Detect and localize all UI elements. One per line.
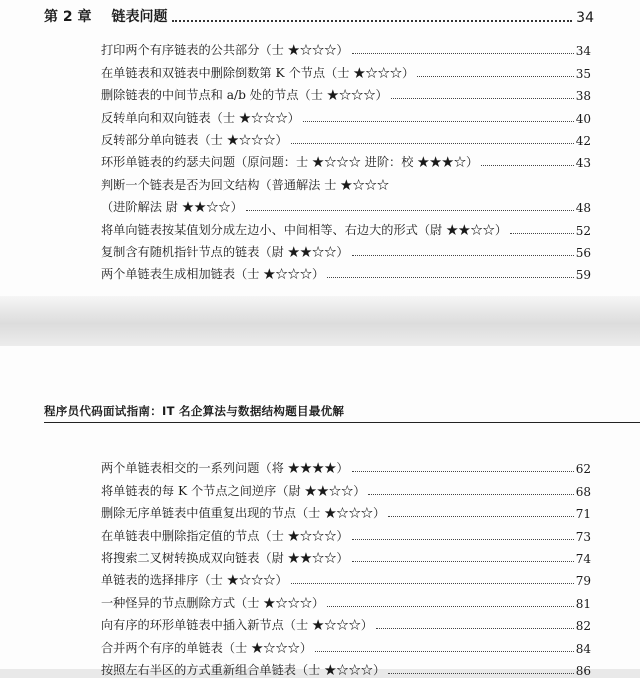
toc-entry-title: 将搜索二叉树转换成双向链表（尉 ★★☆☆） <box>101 550 349 565</box>
toc-list-bottom <box>101 454 591 678</box>
toc-entry-page: 71 <box>575 507 591 522</box>
toc-entry[interactable] <box>101 633 591 655</box>
dot-leader <box>327 606 573 607</box>
dot-leader <box>368 494 573 495</box>
toc-entry[interactable] <box>101 148 591 170</box>
toc-entry[interactable] <box>101 588 591 610</box>
toc-entry-title: 两个单链表生成相加链表（士 ★☆☆☆） <box>101 267 325 282</box>
toc-entry-title: 合并两个有序的单链表（士 ★☆☆☆） <box>101 640 313 655</box>
toc-entry-title: 反转单向和双向链表（士 ★☆☆☆） <box>101 110 300 125</box>
toc-entry-title: 一种怪异的节点删除方式（士 ★☆☆☆） <box>101 595 325 610</box>
toc-entry-title: （进阶解法 尉 ★★☆☆） <box>101 200 243 215</box>
toc-entry[interactable] <box>101 499 591 521</box>
toc-entry[interactable] <box>101 454 591 476</box>
toc-entry-page: 56 <box>575 245 591 260</box>
chapter-page-number: 34 <box>576 10 594 26</box>
toc-entry[interactable] <box>101 193 591 215</box>
toc-entry[interactable] <box>101 476 591 498</box>
dot-leader <box>352 255 574 256</box>
dot-leader <box>510 233 574 234</box>
toc-entry-page: 79 <box>575 574 591 589</box>
chapter-number: 第 2 章 <box>44 9 92 25</box>
toc-entry-title: 将单向链表按某值划分成左边小、中间相等、右边大的形式（尉 ★★☆☆） <box>101 222 508 237</box>
dot-leader <box>352 471 574 472</box>
toc-entry[interactable] <box>101 260 591 282</box>
running-header-book-title: 程序员代码面试指南：IT 名企算法与数据结构题目最优解 <box>44 403 640 423</box>
toc-entry-page: 84 <box>575 641 591 656</box>
toc-entry-page: 52 <box>575 223 591 238</box>
toc-entry-page: 35 <box>575 66 591 81</box>
toc-entry-page: 48 <box>575 201 591 216</box>
toc-entry[interactable] <box>101 58 591 80</box>
toc-entry-title: 将单链表的每 K 个节点之间逆序（尉 ★★☆☆） <box>101 483 366 498</box>
toc-page-top <box>0 0 640 296</box>
toc-entry-title: 打印两个有序链表的公共部分（士 ★☆☆☆） <box>101 43 349 58</box>
toc-entry-title: 复制含有随机指针节点的链表（尉 ★★☆☆） <box>101 244 349 259</box>
toc-entry[interactable] <box>101 81 591 103</box>
toc-entry[interactable] <box>101 566 591 588</box>
chapter-title: 链表问题 <box>111 9 168 25</box>
toc-entry-title: 删除链表的中间节点和 a/b 处的节点（士 ★☆☆☆） <box>101 88 388 103</box>
toc-entry[interactable] <box>101 611 591 633</box>
toc-page-bottom <box>0 346 640 678</box>
dot-leader <box>388 673 574 674</box>
dot-leader <box>291 143 574 144</box>
dot-leader <box>315 651 574 652</box>
dot-leader <box>352 561 574 562</box>
toc-entry-title: 向有序的环形单链表中插入新节点（士 ★☆☆☆） <box>101 618 373 633</box>
toc-entry[interactable] <box>101 544 591 566</box>
dot-leader <box>327 277 573 278</box>
toc-entry[interactable] <box>101 238 591 260</box>
toc-entry-title: 按照左右半区的方式重新组合单链表（士 ★☆☆☆） <box>101 662 386 677</box>
toc-entry[interactable] <box>101 170 591 192</box>
toc-entry[interactable] <box>101 103 591 125</box>
toc-entry-page: 68 <box>575 484 591 499</box>
toc-entry-title: 单链表的选择排序（士 ★☆☆☆） <box>101 573 288 588</box>
dot-leader <box>246 210 574 211</box>
dot-leader <box>172 20 573 22</box>
toc-entry-page: 38 <box>575 89 591 104</box>
dot-leader <box>481 165 573 166</box>
toc-entry-page: 74 <box>575 551 591 566</box>
dot-leader <box>388 516 574 517</box>
toc-entry-page: 59 <box>575 268 591 283</box>
chapter-heading <box>44 6 594 26</box>
dot-leader <box>303 121 574 122</box>
toc-entry-page: 40 <box>575 111 591 126</box>
toc-entry[interactable] <box>101 521 591 543</box>
toc-entry-page: 81 <box>575 596 591 611</box>
dot-leader <box>376 628 574 629</box>
toc-entry[interactable] <box>101 36 591 58</box>
dot-leader <box>417 76 573 77</box>
toc-entry-page: 73 <box>575 529 591 544</box>
toc-entry[interactable] <box>101 126 591 148</box>
toc-entry-title: 反转部分单向链表（士 ★☆☆☆） <box>101 132 288 147</box>
toc-list-top <box>101 36 591 282</box>
toc-entry-page: 82 <box>575 619 591 634</box>
toc-entry[interactable] <box>101 656 591 678</box>
toc-entry-page: 86 <box>575 663 591 678</box>
toc-entry-title: 两个单链表相交的一系列问题（将 ★★★★） <box>101 461 349 476</box>
toc-entry-title: 在单链表和双链表中删除倒数第 K 个节点（士 ★☆☆☆） <box>101 65 415 80</box>
toc-entry-page: 62 <box>575 462 591 477</box>
toc-entry[interactable] <box>101 215 591 237</box>
toc-entry-title: 删除无序单链表中值重复出现的节点（士 ★☆☆☆） <box>101 506 386 521</box>
dot-leader <box>291 583 574 584</box>
toc-entry-page: 42 <box>575 133 591 148</box>
page-gap <box>0 296 640 346</box>
dot-leader <box>352 539 574 540</box>
toc-entry-title: 判断一个链表是否为回文结构（普通解法 士 ★☆☆☆ <box>101 177 390 192</box>
dot-leader <box>391 98 574 99</box>
toc-entry-title: 环形单链表的约瑟夫问题（原问题：士 ★☆☆☆ 进阶：校 ★★★☆） <box>101 155 479 170</box>
toc-entry-page: 43 <box>575 156 591 171</box>
dot-leader <box>352 53 574 54</box>
toc-entry-page: 34 <box>575 44 591 59</box>
toc-entry-title: 在单链表中删除指定值的节点（士 ★☆☆☆） <box>101 528 349 543</box>
